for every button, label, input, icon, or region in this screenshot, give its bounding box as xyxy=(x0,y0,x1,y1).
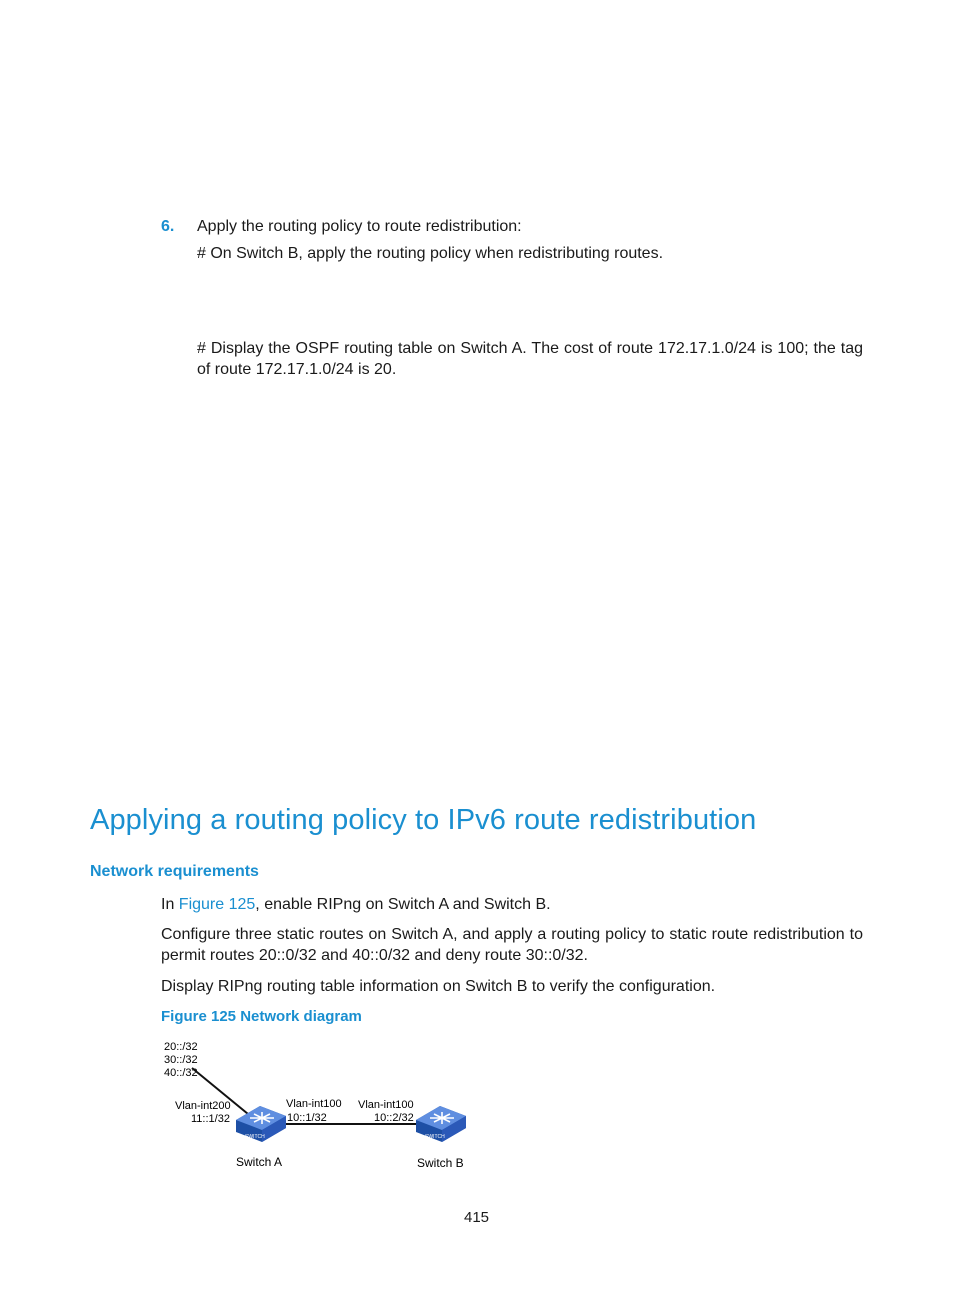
switch-b-icon xyxy=(416,1106,466,1142)
section-subtitle: Network requirements xyxy=(90,863,259,880)
switch-b-vlan: Vlan-int100 xyxy=(358,1099,414,1111)
switch-a-addr-right: 10::1/32 xyxy=(287,1112,327,1124)
route-label-2: 30::/32 xyxy=(164,1054,198,1066)
step-sub-text-1: # On Switch B, apply the routing policy when redistributing routes. xyxy=(197,245,664,262)
switch-a-vlan-left: Vlan-int200 xyxy=(175,1100,231,1112)
switch-b-icon-text: SWITCH xyxy=(425,1134,445,1140)
route-label-1: 20::/32 xyxy=(164,1041,198,1053)
step-sub-text-2: # Display the OSPF routing table on Switch A. The cost of route 172.17.1.0/24 is 100; the tag of route 172.17.1.0/24 is 20. xyxy=(197,340,863,378)
figure-125-link[interactable]: Figure 125 xyxy=(178,896,256,913)
step-text: Apply the routing policy to route redistribution: xyxy=(197,218,522,235)
switch-a-icon-text: SWITCH xyxy=(245,1134,265,1140)
switch-a-name: Switch A xyxy=(236,1155,283,1169)
switch-b-name: Switch B xyxy=(417,1156,464,1170)
section-title: Applying a routing policy to IPv6 route redistribution xyxy=(90,804,757,836)
paragraph-3: Display RIPng routing table information on Switch B to verify the configuration. xyxy=(161,978,716,995)
switch-a-addr-left: 11::1/32 xyxy=(191,1113,230,1125)
step-number: 6. xyxy=(161,218,175,235)
switch-b-addr: 10::2/32 xyxy=(374,1112,414,1124)
network-diagram-svg xyxy=(150,1034,490,1174)
switch-a-vlan-right: Vlan-int100 xyxy=(286,1098,342,1110)
paragraph-1 xyxy=(161,894,551,915)
paragraph-1-prefix: In xyxy=(161,896,179,913)
figure-caption: Figure 125 Network diagram xyxy=(161,1008,362,1025)
network-diagram xyxy=(150,1034,490,1174)
paragraph-1-suffix: , enable RIPng on Switch A and Switch B. xyxy=(255,896,551,913)
paragraph-2: Configure three static routes on Switch A, and apply a routing policy to static route redistribution to permit routes 20::0/32 and 40::0/32 and deny route 30::0/32. xyxy=(161,926,863,964)
route-label-3: 40::/32 xyxy=(164,1067,198,1079)
page-number: 415 xyxy=(464,1209,490,1226)
